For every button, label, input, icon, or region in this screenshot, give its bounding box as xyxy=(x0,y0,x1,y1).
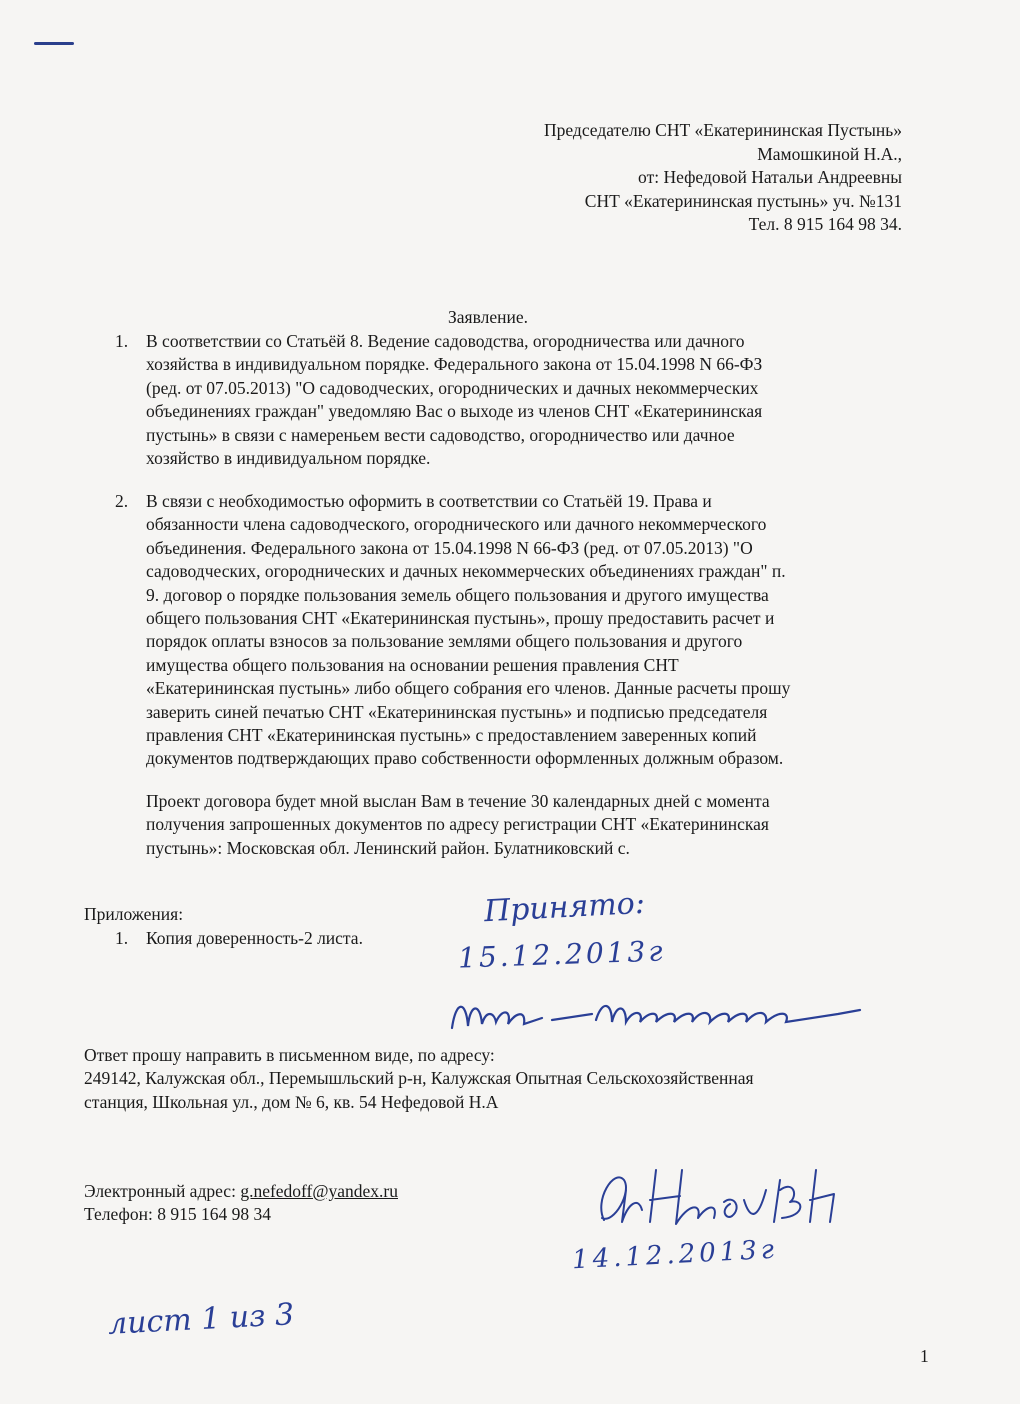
item-line: заверить синей печатью СНТ «Екатерининская пустынь» и подписью председателя xyxy=(146,701,768,722)
email-line xyxy=(84,1180,398,1203)
header-line: от: Нефедовой Натальи Андреевны xyxy=(638,167,902,188)
paragraph-line: пустынь»: Московская обл. Ленинский район. Булатниковский с. xyxy=(146,837,630,858)
scan-mark xyxy=(34,42,74,45)
reply-address xyxy=(84,1044,754,1114)
list-item xyxy=(112,330,886,470)
item-line: пустынь» в связи с намереньем вести садоводство, огородничество или дачное xyxy=(146,424,735,445)
item-line: объединения. Федерального закона от 15.04.1998 N 66-ФЗ (ред. от 07.05.2013) "О xyxy=(146,537,753,558)
list-number: 2. xyxy=(115,491,129,511)
reply-line: станция, Школьная ул., дом № 6, кв. 54 Нефедовой Н.А xyxy=(84,1091,499,1112)
header-line: Председателю СНТ «Екатерининская Пустынь» xyxy=(543,120,902,140)
email-label: Электронный адрес: xyxy=(84,1181,241,1201)
receiver-signature xyxy=(446,990,866,1040)
document-title: Заявление. xyxy=(448,307,528,327)
email-link[interactable]: g.nefedoff@yandex.ru xyxy=(240,1181,398,1201)
handwritten-sheet-note: лист 1 из 3 xyxy=(107,1297,295,1342)
item-line: документов подтверждающих право собственности оформленных должным образом. xyxy=(146,748,784,769)
handwritten-accepted: Принято: xyxy=(483,885,646,930)
attachments-heading: Приложения: xyxy=(84,904,184,924)
addressee-block xyxy=(544,119,902,237)
paragraph-line: Проект договора будет мной выслан Вам в течение 30 календарных дней с момента xyxy=(146,791,770,811)
list-item xyxy=(112,490,886,771)
phone-line: Телефон: 8 915 164 98 34 xyxy=(84,1204,271,1225)
attachment-text: Копия доверенность-2 листа. xyxy=(146,928,363,948)
item-line: (ред. от 07.05.2013) "О садоводческих, огороднических и дачных некоммерческих xyxy=(146,377,759,398)
item-line: общего пользования СНТ «Екатерининская пустынь», прошу предоставить расчет и xyxy=(146,608,775,629)
item-line: объединениях граждан" уведомляю Вас о выходе из членов СНТ «Екатерининская xyxy=(146,401,763,422)
item-line: хозяйства в индивидуальном порядке. Федерального закона от 15.04.1998 N 66-ФЗ xyxy=(146,354,763,375)
item-line: «Екатерининская пустынь» либо общего собрания его членов. Данные расчеты прошу xyxy=(146,678,791,699)
item-line: хозяйство в индивидуальном порядке. xyxy=(146,448,431,469)
item-line: обязанности члена садоводческого, огороднического или дачного некоммерческого xyxy=(146,514,767,535)
project-paragraph xyxy=(146,790,770,860)
paragraph-line: получения запрошенных документов по адресу регистрации СНТ «Екатерининская xyxy=(146,814,769,835)
item-line: В соответствии со Статьёй 8. Ведение садоводства, огородничества или дачного xyxy=(146,331,745,351)
handwritten-accepted-date: 15.12.2013г xyxy=(457,934,666,975)
sender-signature xyxy=(584,1160,854,1240)
header-line: Тел. 8 915 164 98 34. xyxy=(748,214,902,235)
reply-line: Ответ прошу направить в письменном виде, по адресу: xyxy=(84,1045,495,1065)
reply-line: 249142, Калужская обл., Перемышльский р-н, Калужская Опытная Сельскохозяйственная xyxy=(84,1068,754,1089)
page-number: 1 xyxy=(920,1346,929,1366)
item-line: имущества общего пользования на основании решения правления СНТ xyxy=(146,654,679,675)
header-line: СНТ «Екатерининская пустынь» уч. №131 xyxy=(584,190,902,211)
handwritten-sender-date: 14.12.2013г xyxy=(571,1234,779,1276)
attachment-item xyxy=(112,928,363,949)
header-line: Мамошкиной Н.А., xyxy=(757,143,902,164)
item-line: порядок оплаты взносов за пользование землями общего пользования и другого xyxy=(146,631,743,652)
contact-block xyxy=(84,1180,398,1227)
list-number: 1. xyxy=(115,331,129,351)
item-line: 9. договор о порядке пользования земель общего пользования и другого имущества xyxy=(146,584,769,605)
item-line: садоводческих, огороднических и дачных некоммерческих объединениях граждан" п. xyxy=(146,561,786,582)
item-line: правления СНТ «Екатерининская пустынь» с предоставлением заверенных копий xyxy=(146,725,757,746)
list-number: 1. xyxy=(115,928,129,948)
item-line: В связи с необходимостью оформить в соответствии со Статьёй 19. Права и xyxy=(146,491,712,511)
